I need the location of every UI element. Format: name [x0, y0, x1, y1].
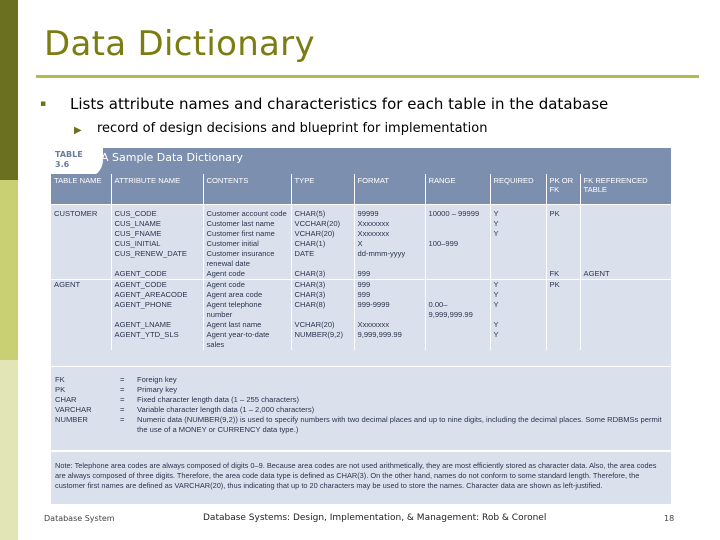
legend-abbr: PK	[55, 385, 66, 394]
legend-equals: =	[120, 415, 125, 424]
table-row	[51, 320, 671, 330]
column-header: RANGE	[425, 174, 490, 205]
cell-contents: Agent code	[203, 280, 291, 291]
cell-format: X	[354, 239, 425, 249]
cell-attribute: AGENT_CODE	[111, 280, 203, 291]
table-row	[51, 330, 671, 350]
cell-ref: AGENT	[580, 269, 671, 280]
cell-attribute: AGENT_YTD_SLS	[111, 330, 203, 350]
table-row	[51, 239, 671, 249]
cell-required: Y	[490, 280, 546, 291]
cell-range	[425, 330, 490, 350]
sub-bullet-marker: ▶	[74, 125, 82, 136]
legend-abbr: CHAR	[55, 395, 77, 404]
column-header: CONTENTS	[203, 174, 291, 205]
legend-equals: =	[120, 405, 125, 414]
footer-citation: Database Systems: Design, Implementation, & Management: Rob & Coronel	[203, 513, 547, 523]
legend-definition: Primary key	[137, 385, 178, 394]
cell-attribute: AGENT_PHONE	[111, 300, 203, 320]
slide-title: Data Dictionary	[44, 24, 315, 64]
cell-contents: Customer initial	[203, 239, 291, 249]
cell-contents: Agent telephone number	[203, 300, 291, 320]
cell-contents: Agent area code	[203, 290, 291, 300]
table-number: TABLE 3.6	[55, 150, 83, 169]
cell-pkfk	[546, 239, 580, 249]
legend-equals: =	[120, 375, 125, 384]
cell-table	[51, 239, 111, 249]
title-underline	[36, 75, 699, 78]
cell-format: Xxxxxxxx	[354, 219, 425, 229]
cell-ref	[580, 239, 671, 249]
cell-contents: Agent code	[203, 269, 291, 280]
cell-format: 999-9999	[354, 300, 425, 320]
cell-format: 999	[354, 269, 425, 280]
cell-table	[51, 219, 111, 229]
cell-required: Y	[490, 219, 546, 229]
cell-attribute: CUS_CODE	[111, 205, 203, 220]
sub-bullet-text: record of design decisions and blueprint for implementation	[97, 121, 488, 136]
table-header-row	[51, 174, 671, 205]
table-row	[51, 219, 671, 229]
cell-type: CHAR(8)	[291, 300, 354, 320]
cell-pkfk: PK	[546, 205, 580, 220]
cell-type: VCHAR(20)	[291, 320, 354, 330]
table-row	[51, 280, 671, 291]
cell-contents: Customer insurance renewal date	[203, 249, 291, 269]
cell-pkfk: FK	[546, 269, 580, 280]
cell-attribute: CUS_RENEW_DATE	[111, 249, 203, 269]
left-accent-bar	[0, 0, 18, 540]
cell-table: CUSTOMER	[51, 205, 111, 220]
legend-abbr: FK	[55, 375, 65, 384]
table-row	[51, 290, 671, 300]
cell-range: 100–999	[425, 239, 490, 249]
cell-format: Xxxxxxxx	[354, 320, 425, 330]
cell-required: Y	[490, 290, 546, 300]
column-header: FORMAT	[354, 174, 425, 205]
column-header: TYPE	[291, 174, 354, 205]
cell-pkfk	[546, 330, 580, 350]
legend-definition: Numeric data (NUMBER(9,2)) is used to specify numbers with two decimal places and up to nine digits, including the decimal places. Some RDBMSs permit the use of a MONEY or CURRENCY data type.)	[137, 415, 662, 434]
cell-table	[51, 249, 111, 269]
cell-range	[425, 219, 490, 229]
table-row	[51, 269, 671, 280]
accent-block-light	[0, 360, 18, 540]
cell-ref	[580, 300, 671, 320]
cell-required: Y	[490, 300, 546, 320]
note-text: Note: Telephone area codes are always composed of digits 0–9. Because area codes are not used arithmetically, they are most efficiently stored as character data. Also, the area codes are always composed of three digits. Therefore, the area code data type is defined as CHAR(3). On the other hand, names do not conform to some standard length. Therefore, the customer first names are defined as VARCHAR(20), thus indicating that up to 20 characters may be used to store the names. Character data are shown as left-justified.	[55, 461, 657, 490]
cell-range: 0.00– 9,999,999.99	[425, 300, 490, 320]
cell-ref	[580, 229, 671, 239]
cell-format: 999	[354, 290, 425, 300]
cell-type: DATE	[291, 249, 354, 269]
figure-title: A Sample Data Dictionary	[101, 151, 243, 164]
cell-required	[490, 239, 546, 249]
bullet-text: Lists attribute names and characteristics for each table in the database	[70, 95, 609, 113]
cell-format: 999	[354, 280, 425, 291]
bullet-marker: ▪	[40, 99, 47, 109]
page-number: 18	[664, 514, 675, 523]
cell-type: VCCHAR(20)	[291, 219, 354, 229]
cell-pkfk: PK	[546, 280, 580, 291]
cell-ref	[580, 280, 671, 291]
legend-equals: =	[120, 395, 125, 404]
cell-pkfk	[546, 229, 580, 239]
legend-abbr: NUMBER	[55, 415, 88, 424]
data-dictionary-figure	[51, 148, 671, 502]
cell-ref	[580, 320, 671, 330]
cell-attribute: CUS_LNAME	[111, 219, 203, 229]
cell-attribute: CUS_INITIAL	[111, 239, 203, 249]
column-header: PK OR FK	[546, 174, 580, 205]
cell-required: Y	[490, 320, 546, 330]
cell-range	[425, 280, 490, 291]
cell-range	[425, 249, 490, 269]
cell-pkfk	[546, 300, 580, 320]
cell-type: CHAR(5)	[291, 205, 354, 220]
cell-type: CHAR(3)	[291, 280, 354, 291]
cell-type: CHAR(3)	[291, 269, 354, 280]
cell-table	[51, 300, 111, 320]
cell-table	[51, 330, 111, 350]
cell-table	[51, 290, 111, 300]
cell-contents: Agent year-to-date sales	[203, 330, 291, 350]
column-header: REQUIRED	[490, 174, 546, 205]
cell-ref	[580, 290, 671, 300]
table-row	[51, 205, 671, 220]
cell-format: dd-mmm-yyyy	[354, 249, 425, 269]
cell-contents: Customer account code	[203, 205, 291, 220]
data-dictionary-table	[51, 174, 671, 350]
cell-ref	[580, 330, 671, 350]
cell-format: 99999	[354, 205, 425, 220]
cell-required	[490, 249, 546, 269]
cell-type: CHAR(1)	[291, 239, 354, 249]
cell-range	[425, 290, 490, 300]
abbreviation-legend	[51, 366, 671, 445]
cell-attribute: AGENT_AREACODE	[111, 290, 203, 300]
table-row	[51, 229, 671, 239]
cell-required: Y	[490, 229, 546, 239]
legend-definition: Foreign key	[137, 375, 177, 384]
cell-range	[425, 269, 490, 280]
legend-definition: Variable character length data (1 – 2,000 characters)	[137, 405, 315, 414]
cell-pkfk	[546, 249, 580, 269]
cell-contents: Agent last name	[203, 320, 291, 330]
accent-block-mid	[0, 180, 18, 360]
cell-required	[490, 269, 546, 280]
cell-table	[51, 320, 111, 330]
cell-range: 10000 – 99999	[425, 205, 490, 220]
cell-range	[425, 320, 490, 330]
column-header: TABLE NAME	[51, 174, 111, 205]
cell-pkfk	[546, 290, 580, 300]
cell-format: 9,999,999.99	[354, 330, 425, 350]
legend-definition: Fixed character length data (1 – 255 characters)	[137, 395, 300, 404]
cell-attribute: CUS_FNAME	[111, 229, 203, 239]
footer-left-text: Database System	[44, 514, 115, 523]
cell-type: CHAR(3)	[291, 290, 354, 300]
table-row	[51, 249, 671, 269]
legend-abbr: VARCHAR	[55, 405, 92, 414]
cell-ref	[580, 205, 671, 220]
accent-block-dark	[0, 0, 18, 180]
cell-range	[425, 229, 490, 239]
cell-table	[51, 229, 111, 239]
cell-contents: Customer first name	[203, 229, 291, 239]
cell-table: AGENT	[51, 280, 111, 291]
column-header: ATTRIBUTE NAME	[111, 174, 203, 205]
cell-attribute: AGENT_LNAME	[111, 320, 203, 330]
table-row	[51, 300, 671, 320]
cell-pkfk	[546, 320, 580, 330]
cell-pkfk	[546, 219, 580, 229]
cell-ref	[580, 249, 671, 269]
cell-type: VCHAR(20)	[291, 229, 354, 239]
cell-type: NUMBER(9,2)	[291, 330, 354, 350]
figure-note	[51, 450, 671, 504]
cell-attribute: AGENT_CODE	[111, 269, 203, 280]
cell-table	[51, 269, 111, 280]
cell-contents: Customer last name	[203, 219, 291, 229]
column-header: FK REFERENCED TABLE	[580, 174, 671, 205]
legend-equals: =	[120, 385, 125, 394]
cell-ref	[580, 219, 671, 229]
cell-required: Y	[490, 330, 546, 350]
cell-required: Y	[490, 205, 546, 220]
cell-format: Xxxxxxxx	[354, 229, 425, 239]
